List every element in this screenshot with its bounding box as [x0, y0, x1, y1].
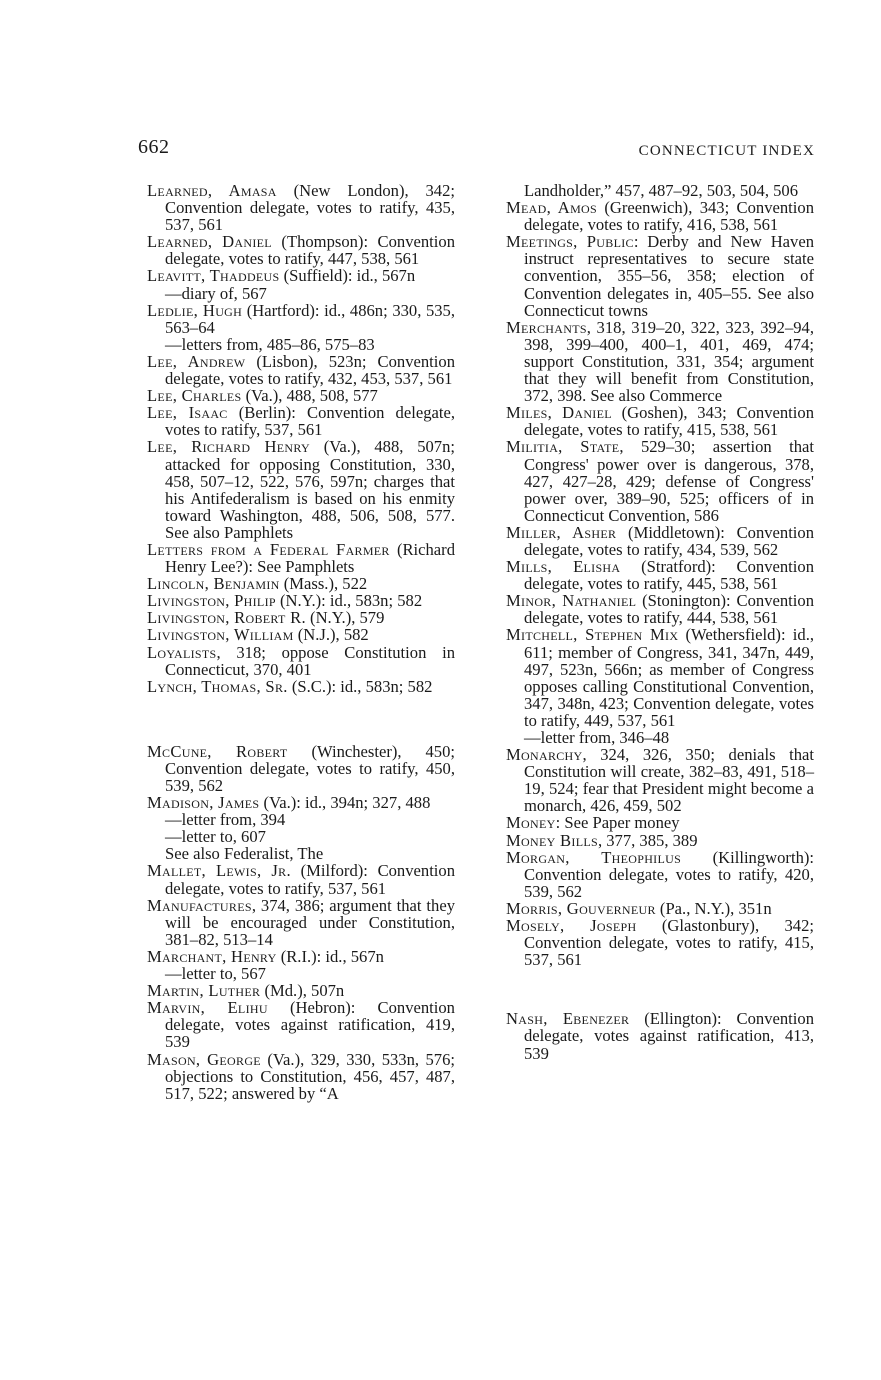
entry-text: (Berlin): Convention delegate, votes to ratify, 537, 561 — [165, 403, 455, 440]
entry-heading: Miller, Asher — [506, 522, 617, 542]
entry-text: (Va.): id., 394n; 327, 488 — [259, 793, 431, 813]
index-entry — [147, 982, 455, 999]
entry-text: (Lisbon), 523n; Convention delegate, votes to ratify, 432, 453, 537, 561 — [165, 351, 455, 389]
index-entry — [147, 862, 455, 896]
index-entry — [506, 524, 814, 558]
entry-text: (Stratford): Convention delegate, votes to ratify, 445, 538, 561 — [524, 557, 814, 594]
entry-heading: Manufactures — [147, 895, 252, 915]
entry-text: See also Federalist, The — [165, 844, 324, 864]
entry-text: (Stonington): Convention delegate, votes to ratify, 444, 538, 561 — [524, 591, 814, 628]
entry-text: , 374, 386; argument that they will be encouraged under Constitution, 381–82, 513–14 — [165, 895, 455, 949]
entry-text: : See Paper money — [555, 813, 680, 833]
entry-heading: Money — [506, 813, 556, 833]
index-subentry — [506, 729, 814, 746]
index-entry — [506, 626, 814, 729]
index-entry — [506, 558, 814, 592]
index-entry — [147, 644, 455, 678]
index-entry — [506, 1010, 814, 1061]
index-entry — [506, 319, 814, 404]
index-entry — [506, 849, 814, 900]
entry-text: (Wethersfield): id., 611; member of Congress, 341, 347n, 449, 497, 523n, 566n; as member of Congress opposes calling Constitutional Convention, 347, 348n, 423; Convention delegate, votes to ratify, 449, 537, 561 — [524, 625, 814, 730]
entry-heading: Lincoln, Benjamin — [147, 574, 280, 594]
entry-text: (New London), 342; Convention delegate, votes to ratify, 435, 537, 561 — [165, 181, 455, 235]
index-entry — [147, 592, 455, 609]
entry-heading: Mason, George — [147, 1049, 261, 1069]
entry-text: (N.Y.): id., 583n; 582 — [275, 591, 423, 611]
index-entry — [147, 678, 455, 695]
entry-heading: McCune, Robert — [147, 741, 288, 761]
index-entry — [506, 746, 814, 814]
entry-heading: Lee, Richard Henry — [147, 437, 310, 457]
entry-text: , 318, 319–20, 322, 323, 392–94, 398, 399–400, 400–1, 401, 469, 474; support Constitution, 331, 354; argument that they will benefit from Constitution, 372, 398. See also Commerce — [524, 317, 814, 406]
entry-text: (Va.), 488, 508, 577 — [241, 386, 378, 406]
index-column-right — [506, 182, 814, 1062]
entry-text: : Derby and New Haven instruct representatives to secure state convention, 355–56, 358; election of Convention delegates in, 405–55. See also Connecticut towns — [524, 232, 814, 320]
entry-heading: Miles, Daniel — [506, 403, 612, 423]
entry-text: Landholder,” 457, 487–92, 503, 504, 506 — [524, 181, 799, 200]
entry-heading: Leavitt, Thaddeus — [147, 266, 280, 286]
entry-heading: Lee, Andrew — [147, 351, 246, 371]
entry-text: (Richard Henry Lee?): See Pamphlets — [165, 539, 455, 577]
entry-text: (N.Y.), 579 — [305, 608, 385, 628]
index-entry — [147, 948, 455, 965]
section-gap — [147, 695, 455, 743]
entry-text: , 377, 385, 389 — [597, 830, 698, 850]
entry-heading: Letters from a Federal Farmer — [147, 539, 390, 559]
entry-heading: Learned, Daniel — [147, 232, 272, 252]
section-gap — [506, 968, 814, 1010]
index-column-left — [147, 182, 455, 1102]
entry-text: (Middletown): Convention delegate, votes to ratify, 434, 539, 562 — [524, 522, 815, 559]
index-entry — [147, 404, 455, 438]
entry-heading: Money Bills — [506, 830, 598, 850]
entry-heading: Mills, Elisha — [506, 557, 621, 577]
entry-heading: Learned, Amasa — [147, 181, 277, 200]
entry-heading: Lee, Charles — [147, 386, 242, 406]
entry-text: —diary of, 567 — [165, 283, 267, 303]
entry-heading: Militia, State — [506, 437, 620, 457]
entry-heading: Minor, Nathaniel — [506, 591, 637, 611]
entry-text: (Pa., N.Y.), 351n — [655, 898, 772, 918]
index-entry — [147, 794, 455, 811]
entry-heading: Mallet, Lewis, Jr. — [147, 861, 291, 881]
entry-text: (Ellington): Convention delegate, votes against ratification, 413, 539 — [524, 1009, 814, 1063]
entry-text: (Md.), 507n — [260, 981, 345, 1001]
entry-text: —letter to, 567 — [165, 964, 266, 984]
entry-text: , 324, 326, 350; denials that Constitution will create, 382–83, 491, 518–19, 524; fear that President might become a monarch, 426, 459, 502 — [524, 745, 814, 816]
entry-text: (Killingworth): Convention delegate, votes to ratify, 420, 539, 562 — [524, 847, 815, 901]
entry-text: (Mass.), 522 — [279, 574, 368, 594]
index-entry — [506, 592, 814, 626]
index-entry — [147, 302, 455, 336]
entry-text: (Suffield): id., 567n — [279, 266, 416, 286]
index-subentry — [147, 965, 455, 982]
entry-text: (N.J.), 582 — [293, 625, 369, 645]
index-entry — [147, 353, 455, 387]
entry-heading: Lynch, Thomas, Sr. — [147, 676, 288, 696]
entry-heading: Morris, Gouverneur — [506, 898, 656, 918]
entry-heading: Livingston, Robert R. — [147, 608, 306, 628]
entry-text: (Hebron): Convention delegate, votes against ratification, 419, 539 — [165, 998, 455, 1052]
index-entry — [147, 387, 455, 404]
index-entry — [506, 438, 814, 523]
entry-heading: Lee, Isaac — [147, 403, 228, 423]
entry-text: (Milford): Convention delegate, votes to ratify, 537, 561 — [165, 861, 456, 898]
index-entry — [147, 575, 455, 592]
entry-text: , 318; oppose Constitution in Connecticut, 370, 401 — [165, 642, 455, 679]
entry-text: (Va.), 329, 330, 533n, 576; objections to Constitution, 456, 457, 487, 517, 522; answered by “A — [165, 1049, 455, 1103]
entry-heading: Martin, Luther — [147, 981, 261, 1001]
entry-heading: Livingston, Philip — [147, 591, 276, 611]
entry-heading: Merchants — [506, 317, 587, 337]
index-entry — [506, 832, 814, 849]
index-subentry — [147, 336, 455, 353]
index-entry — [506, 900, 814, 917]
index-entry — [147, 999, 455, 1050]
entry-heading: Nash, Ebenezer — [506, 1009, 630, 1029]
entry-text: —letter from, 394 — [165, 810, 286, 830]
index-entry — [147, 182, 455, 233]
entry-heading: Loyalists — [147, 642, 217, 662]
entry-text: (Glastonbury), 342; Convention delegate, votes to ratify, 415, 537, 561 — [524, 916, 814, 970]
entry-text: (Winchester), 450; Convention delegate, votes to ratify, 450, 539, 562 — [165, 741, 455, 795]
index-entry — [147, 1051, 455, 1102]
entry-heading: Meetings, Public — [506, 232, 634, 252]
index-entry — [147, 233, 455, 267]
entry-text: (Goshen), 343; Convention delegate, votes to ratify, 415, 538, 561 — [524, 403, 814, 440]
entry-heading: Marvin, Elihu — [147, 998, 268, 1018]
index-subentry — [147, 845, 455, 862]
index-entry — [506, 814, 814, 831]
running-head: CONNECTICUT INDEX — [638, 143, 815, 159]
entry-text: (S.C.): id., 583n; 582 — [287, 676, 433, 696]
index-entry — [147, 541, 455, 575]
entry-heading: Mitchell, Stephen Mix — [506, 625, 679, 645]
entry-heading: Madison, James — [147, 793, 260, 813]
entry-heading: Morgan, Theophilus — [506, 847, 682, 867]
entry-heading: Mosely, Joseph — [506, 916, 637, 936]
entry-heading: Mead, Amos — [506, 198, 597, 218]
index-entry — [506, 233, 814, 318]
index-entry — [147, 897, 455, 948]
index-entry — [506, 404, 814, 438]
entry-text: , 529–30; assertion that Congress' power over is dangerous, 378, 427, 427–28, 429; defense of Congress' power over, 389–90, 525; officers of in Connecticut Convention, 586 — [524, 437, 814, 525]
page-number: 662 — [138, 136, 170, 158]
index-entry — [147, 438, 455, 541]
index-entry — [506, 182, 814, 199]
entry-text: —letters from, 485–86, 575–83 — [165, 334, 375, 354]
entry-heading: Marchant, Henry — [147, 946, 277, 966]
entry-text: (Thompson): Convention delegate, votes to ratify, 447, 538, 561 — [165, 232, 455, 269]
entry-text: —letter to, 607 — [165, 827, 266, 847]
entry-heading: Ledlie, Hugh — [147, 300, 243, 320]
index-subentry — [147, 811, 455, 828]
entry-text: (R.I.): id., 567n — [276, 946, 384, 966]
index-entry — [506, 199, 814, 233]
index-entry — [506, 917, 814, 968]
index-entry — [147, 743, 455, 794]
index-subentry — [147, 828, 455, 845]
entry-text: (Va.), 488, 507n; attacked for opposing Constitution, 330, 458, 507–12, 522, 576, 597n; charges that his Antifederalism is based on his enmity toward Washington, 488, 506, 508, 577. See also Pamphlets — [165, 437, 456, 542]
entry-heading: Livingston, William — [147, 625, 294, 645]
entry-text: (Greenwich), 343; Convention delegate, votes to ratify, 416, 538, 561 — [524, 198, 814, 235]
index-entry — [147, 267, 455, 284]
index-subentry — [147, 285, 455, 302]
entry-text: (Hartford): id., 486n; 330, 535, 563–64 — [165, 300, 455, 337]
index-entry — [147, 626, 455, 643]
entry-heading: Monarchy — [506, 745, 583, 765]
entry-text: —letter from, 346–48 — [524, 728, 670, 747]
index-entry — [147, 609, 455, 626]
